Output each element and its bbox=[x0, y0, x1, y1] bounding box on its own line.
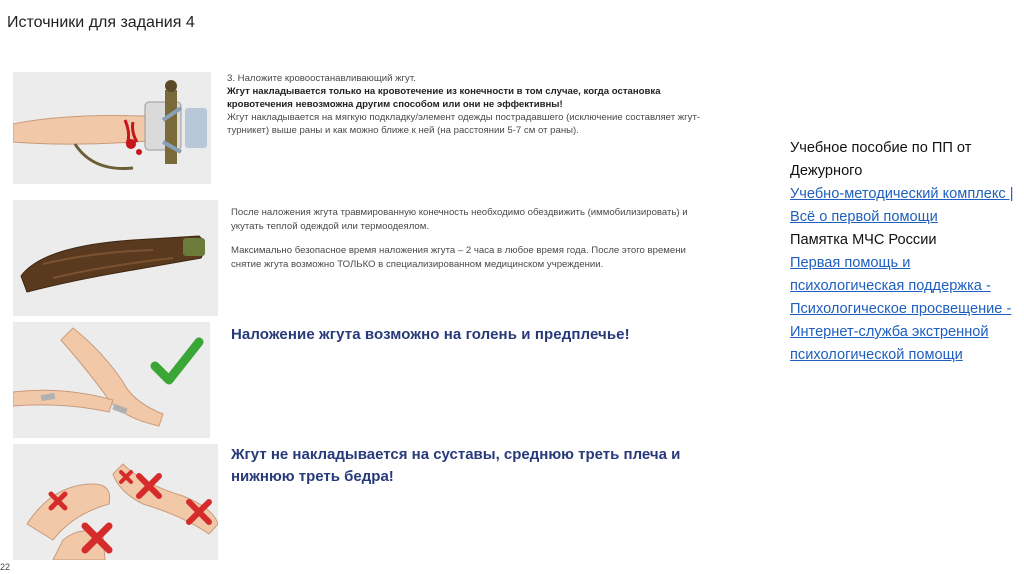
immobilized-limb-illustration bbox=[13, 200, 218, 316]
link-psychological-support[interactable]: Первая помощь и психологическая поддержка - Психологическое просвещение - Интернет-служба экстренной психологической помощи bbox=[790, 255, 1012, 363]
check-mark-icon bbox=[155, 342, 199, 380]
forbidden-places-illustration bbox=[13, 444, 218, 560]
sources-list bbox=[790, 137, 1015, 367]
instruction-panel-immobilize bbox=[13, 200, 718, 316]
tourniquet-illustration bbox=[13, 72, 211, 184]
source-textbook: Учебное пособие по ПП от Дежурного bbox=[790, 140, 972, 179]
time-limit-text: Максимально безопасное время наложения жгута – 2 часа в любое время года. После этого времени снятие жгута возможно ТОЛЬКО в специализированном медицинском учреждении. bbox=[231, 245, 686, 270]
forbidden-places-headline: Жгут не накладывается на суставы, среднюю треть плеча и нижнюю треть бедра! bbox=[231, 446, 681, 485]
tourniquet-description: Жгут накладывается на мягкую подкладку/элемент одежды пострадавшего (исключение составляет жгут-турникет) выше раны и как можно ближе к ней (на расстоянии 5-7 см от раны). bbox=[227, 112, 701, 136]
immobilize-instructions bbox=[231, 206, 709, 282]
allowed-places-headline: Наложение жгута возможно на голень и предплечье! bbox=[231, 326, 630, 343]
tourniquet-instructions bbox=[227, 72, 707, 137]
immobilize-text: После наложения жгута травмированную конечность необходимо обездвижить (иммобилизировать) и укутать теплой одеждой или термоодеялом. bbox=[231, 207, 688, 232]
allowed-limbs-illustration bbox=[13, 322, 210, 438]
instruction-panel-forbidden bbox=[13, 444, 718, 560]
source-mchs-memo: Памятка МЧС России bbox=[790, 232, 937, 248]
tourniquet-warning: Жгут накладывается только на кровотечение из конечности в том случае, когда остановка кровотечения невозможна другим способом или они не эффективны! bbox=[227, 86, 661, 110]
instruction-panel-tourniquet bbox=[13, 72, 718, 184]
slide-title: Источники для задания 4 bbox=[7, 14, 195, 31]
tourniquet-heading: 3. Наложите кровоостанавливающий жгут. bbox=[227, 73, 416, 84]
instruction-panel-allowed bbox=[13, 322, 718, 438]
page-number: 22 bbox=[0, 562, 11, 572]
link-methodical-complex[interactable]: Учебно-методический комплекс | Всё о первой помощи bbox=[790, 186, 1014, 225]
